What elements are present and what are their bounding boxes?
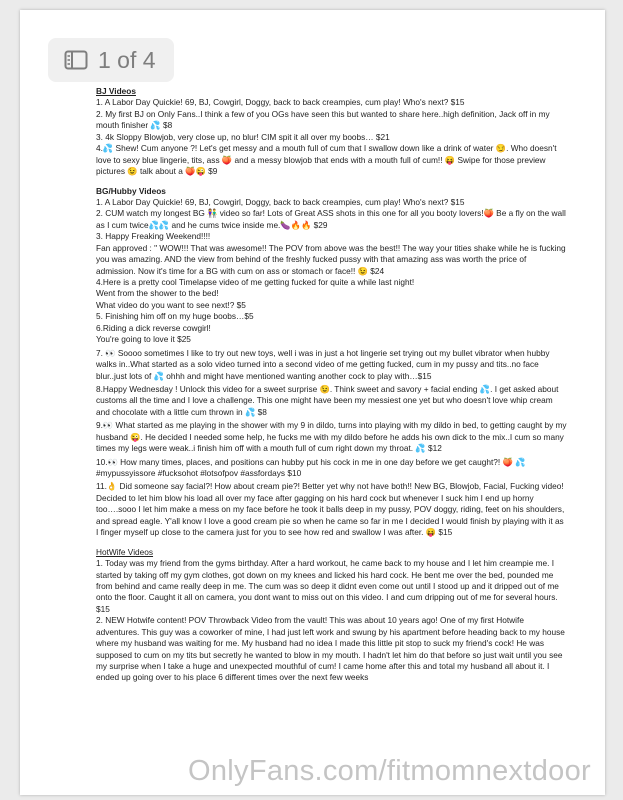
page-counter-badge[interactable] (48, 38, 174, 82)
section-heading: BG/Hubby Videos (96, 185, 166, 196)
list-item: Went from the shower to the bed! (96, 288, 219, 299)
document-body (96, 86, 568, 692)
list-item: 1. Today was my friend from the gyms birthday. After a hard workout, he came back to my house and I let him creampie me. I started by taking off my gym clothes, got down on my knees and licked his hard cock. He bent me over the bed, pounded me from behind and came really deep in me. The cum was so deep it didnt even come out until I stood up and it dripped out of me onto the floor. Caught it all on camera, you dont want to miss out on this video. I and cum dripping out of me for several hours. $15 (96, 558, 559, 614)
list-item: Fan approved : " WOW!!! That was awesome!! The POV from above was the best!! The way your tities shake while he is fucking you was amazing. AND the view from behind of the freshly fucked pussy with that amazing ass was worth the price of admission. Now it's time for a BG with cum on ass or stomach or face!! 😉 $24 (96, 242, 566, 276)
list-item: 1. A Labor Day Quickie! 69, BJ, Cowgirl, Doggy, back to back creampies, cum play! Who's next? $15 (96, 196, 465, 207)
list-item: 2. CUM watch my longest BG 👫 video so far! Lots of Great ASS shots in this one for all you booty lovers!🍑 Be a fly on the wall as I cum twice💦💦 and he cums twice inside me.🍆🔥🔥 $29 (96, 208, 566, 230)
list-item: 2. My first BJ on Only Fans..I think a few of you OGs have seen this but wanted to share here..high definition, Jack off in my mouth finisher 💦 $8 (96, 108, 550, 131)
document-pages-icon (64, 50, 88, 70)
list-item: 7. 👀 Soooo sometimes I like to try out new toys, well i was in just a hot lingerie set trying out my bullet vibrator when hubby walks in..What started as a solo video turned into a second video of me getting fucked, cum in my pussy and tits..no face blur..just lots of 💦 ohhh and might have mentioned wanting another cock to play with…$15 (96, 347, 550, 381)
document-page (20, 10, 605, 795)
list-item: 9.👀 What started as me playing in the shower with my 9 in dildo, turns into playing with my dildo in bed, to getting caught by my husband 😜. He decided I needed some help, he fucks me with my dildo before he adds his own dick to the mix..I cum so many times my legs were weak..i finish him off with a mouth full of cum right down my throat. 💦 $12 (96, 420, 567, 454)
list-item: 4.Here is a pretty cool Timelapse video of me getting fucked for quite a while last night! (96, 277, 415, 287)
list-item: 5. Finishing him off on my huge boobs…$5 (96, 311, 254, 322)
list-item: What video do you want to see next!? $5 (96, 299, 246, 310)
list-item: 3. 4k Sloppy Blowjob, very close up, no blur! CIM spit it all over my boobs… $21 (96, 131, 390, 142)
list-item: You're going to love it $25 (96, 334, 191, 345)
section-bj-videos (96, 86, 568, 178)
list-item: 11.👌 Did someone say facial?! How about cream pie?! Better yet why not have both!! New BG, Blowjob, Facial, Fucking video! Decided to let him blow his load all over my face after gagging on his hard cock but whenever I suck him I end up horny too….sooo I let him make a mess on my face before he took it balls deep in my pussy, POV doggy, riding, feet on his shoulders, and spread eagle. Y'all know I love a good cream pie so when he came so far in me I decided I would finish by playing with it as I finger myself up close to the camera just for you to see how red and swallow I was after. 😝 $15 (96, 481, 565, 538)
section-hotwife-videos (96, 547, 568, 684)
section-heading: BJ Videos (96, 86, 136, 96)
watermark-text: OnlyFans.com/fitmomnextdoor (188, 755, 591, 787)
section-heading: HotWife Videos (96, 546, 154, 557)
list-item: 8.Happy Wednesday ! Unlock this video for a sweet surprise 😉. Think sweet and savory + facial ending 💦. I get asked about customs all the time and I love a challenge. This one might have been my messiest one yet but who doesn't love whip cream and chocolate with a little cum thrown in 💦 $8 (96, 383, 559, 417)
list-item: 4.💦 Shew! Cum anyone ?! Let's get messy and a mouth full of cum that I swallow down like a drink of water 😏. Who doesn't love to sexy blue lingerie, tits, ass 🍑 and a messy blowjob that ends with a mouth full of cum!! 😝 Swipe for those preview pictures 😉 talk about a 🍑😜 $9 (96, 143, 557, 177)
list-item: 2. NEW Hotwife content! POV Throwback Video from the vault! This was about 10 years ago! One of my first Hotwife adventures. This guy was a coworker of mine, I had just left work and swung by his apartment before heading back to my house where my husband was waiting for me. My husband had no idea I made this little pit stop to suck my friend's cock! He was supposed to cum on my tits but secretly he wanted to blow in my mouth. I hadn't let him do that before so just wait until you see my surprise when I take a huge and unexpected mouthful of cum! I came home after this and total my husband all about it. I ended up going over to his place 6 different times over the next few weeks (96, 615, 565, 683)
list-item: 1. A Labor Day Quickie! 69, BJ, Cowgirl, Doggy, back to back creampies, cum play! Who's next? $15 (96, 97, 465, 108)
list-item: 10.👀 How many times, places, and positions can hubby put his cock in me in one day before we get caught?! 🍑 💦 #mypussyissore #fucksohot #lotsofpov #assfordays $10 (96, 456, 526, 478)
section-bg-hubby-videos (96, 186, 568, 539)
list-item: 3. Happy Freaking Weekend!!!! (96, 231, 211, 242)
page-counter-text: 1 of 4 (98, 46, 156, 73)
list-item: 6.Riding a dick reverse cowgirl! (96, 322, 211, 333)
